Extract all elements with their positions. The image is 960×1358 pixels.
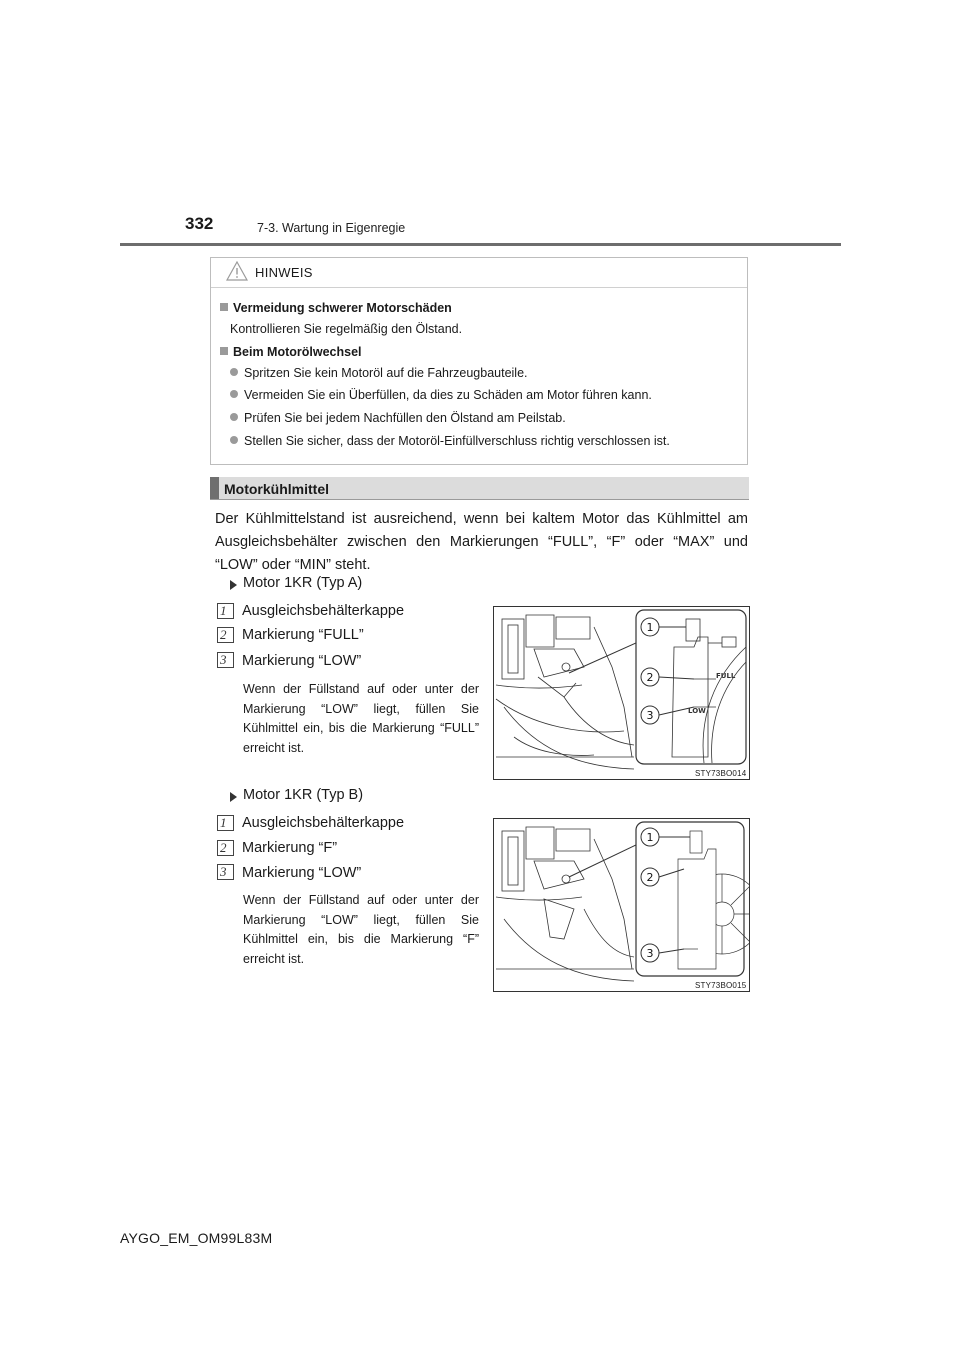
callout-number: 3: [646, 947, 654, 960]
item-label: Markierung “FULL”: [242, 627, 364, 643]
coolant-reservoir-figure-b: [493, 818, 750, 992]
notice-bullet: Stellen Sie sicher, dass der Motoröl-Einfüllverschluss richtig verschlossen ist.: [230, 434, 670, 448]
notice-bullet: Spritzen Sie kein Motoröl auf die Fahrzeugbauteile.: [230, 366, 528, 380]
model-label: Motor 1KR (Typ B): [243, 787, 364, 803]
number-badge: 1: [217, 603, 234, 619]
notice-title: HINWEIS: [255, 265, 313, 280]
engine-bay-illustration: [494, 607, 750, 780]
number-badge: 2: [217, 627, 234, 643]
notice-header: [211, 258, 747, 288]
number-badge: 2: [217, 840, 234, 856]
section-heading: Motorkühlmittel: [224, 481, 329, 497]
page-number: 332: [185, 214, 214, 233]
warning-triangle-icon: [226, 261, 248, 281]
figure-code: STY73BO014: [695, 769, 747, 778]
number-badge: 3: [217, 864, 234, 880]
item-label: Markierung “LOW”: [242, 865, 362, 881]
number-badge: 1: [217, 815, 234, 831]
round-bullet-icon: [230, 436, 238, 444]
figure-code: STY73BO015: [695, 981, 747, 990]
triangle-bullet-icon: [230, 792, 237, 802]
engine-bay-illustration: [494, 819, 750, 992]
coolant-reservoir-figure-a: [493, 606, 750, 780]
notice-box: [210, 257, 748, 465]
model-label: Motor 1KR (Typ A): [243, 575, 363, 591]
notice-topic-heading: Beim Motorölwechsel: [220, 345, 362, 359]
tank-mark-low: LOW: [688, 707, 706, 715]
round-bullet-icon: [230, 368, 238, 376]
document-code: AYGO_EM_OM99L83M: [120, 1230, 273, 1246]
callout-number: 1: [646, 621, 654, 634]
item-label: Markierung “F”: [242, 840, 338, 856]
refill-note: Wenn der Füllstand auf oder unter der Markierung “LOW” liegt, füllen Sie Kühlmittel ein, bis die Markierung “FULL” erreicht ist.: [243, 682, 479, 755]
section-intro: Der Kühlmittelstand ist ausreichend, wenn bei kaltem Motor das Kühlmittel am Ausgleichsbehälter zwischen den Markierungen “FULL”, “F” oder “MAX” und “LOW” oder “MIN” steht.: [215, 511, 748, 573]
triangle-bullet-icon: [230, 580, 237, 590]
notice-topic-text: Kontrollieren Sie regelmäßig den Ölstand.: [230, 322, 463, 336]
number-badge: 3: [217, 652, 234, 668]
item-label: Markierung “LOW”: [242, 653, 362, 669]
notice-bullet: Prüfen Sie bei jedem Nachfüllen den Ölstand am Peilstab.: [230, 411, 566, 425]
square-bullet-icon: [220, 303, 228, 311]
callout-number: 3: [646, 709, 654, 722]
round-bullet-icon: [230, 413, 238, 421]
refill-note: Wenn der Füllstand auf oder unter der Markierung “LOW” liegt, füllen Sie Kühlmittel ein, bis die Markierung “F” erreicht ist.: [243, 893, 479, 966]
section-heading-rule: [210, 499, 749, 500]
square-bullet-icon: [220, 347, 228, 355]
chapter-title: 7-3. Wartung in Eigenregie: [257, 221, 406, 235]
tank-mark-full: FULL: [716, 672, 736, 680]
item-label: Ausgleichsbehälterkappe: [242, 603, 405, 619]
header-rule: [120, 243, 841, 246]
callout-number: 2: [646, 871, 654, 884]
notice-bullet: Vermeiden Sie ein Überfüllen, da dies zu Schäden am Motor führen kann.: [230, 388, 652, 402]
callout-number: 2: [646, 671, 654, 684]
callout-number: 1: [646, 831, 654, 844]
notice-topic-heading: Vermeidung schwerer Motorschäden: [220, 301, 452, 315]
round-bullet-icon: [230, 390, 238, 398]
item-label: Ausgleichsbehälterkappe: [242, 815, 405, 831]
